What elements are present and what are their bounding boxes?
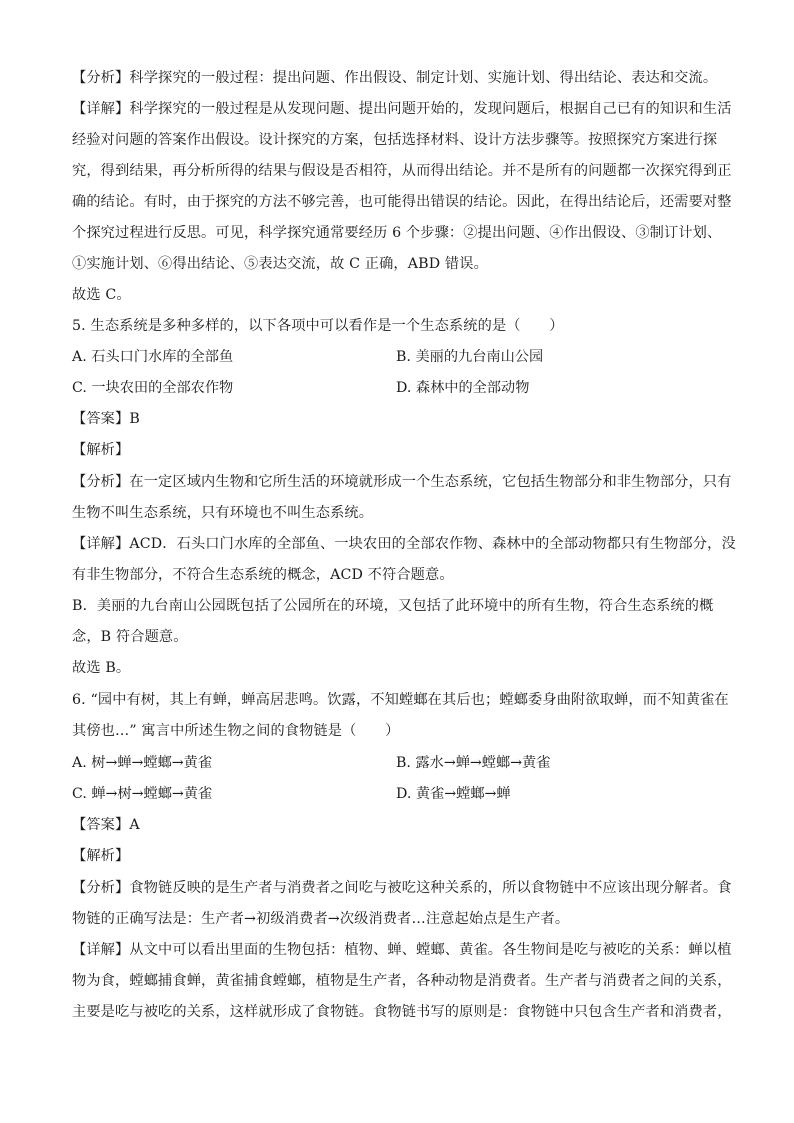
q4-detail-line: 【详解】科学探究的一般过程是从发现问题、提出问题开始的，发现问题后，根据自己已有的知识和生活 <box>72 101 732 117</box>
q5-detail-line: 有非生物部分，不符合生态系统的概念，ACD 不符合题意。 <box>72 567 454 583</box>
q6-option-d: D. 黄雀→螳螂→蝉 <box>396 786 511 802</box>
q6-detail-line: 【详解】从文中可以看出里面的生物包括：植物、蝉、螳螂、黄雀。各生物间是吃与被吃的关系：蝉以植 <box>72 942 732 958</box>
q4-detail-line: ①实施计划、⑥得出结论、⑤表达交流，故 C 正确，ABD 错误。 <box>72 256 488 272</box>
q5-answer: 【答案】B <box>72 411 140 427</box>
q5-detail-line: 【详解】ACD．石头口门水库的全部鱼、一块农田的全部农作物、森林中的全部动物都只有生物部分，没 <box>72 536 736 552</box>
q5-option-a: A. 石头口门水库的全部鱼 <box>72 349 234 365</box>
q4-detail-line: 个探究过程进行反思。可见，科学探究通常要经历 6 个步骤：②提出问题、④作出假设、③制订计划、 <box>72 225 722 241</box>
q6-detail-line: 物为食，螳螂捕食蝉，黄雀捕食螳螂，植物是生产者，各种动物是消费者。生产者与消费者之间的关系， <box>72 973 732 989</box>
q5-option-d: D. 森林中的全部动物 <box>396 380 530 396</box>
q6-option-a: A. 树→蝉→螳螂→黄雀 <box>72 755 213 771</box>
q6-analysis-line: 【分析】食物链反映的是生产者与消费者之间吃与被吃这种关系的，所以食物链中不应该出现分解者。食 <box>72 880 732 896</box>
q6-detail-line: 主要是吃与被吃的关系，这样就形成了食物链。食物链书写的原则是：食物链中只包含生产者和消费者， <box>72 1004 732 1020</box>
q5-analysis-line: 【分析】在一定区域内生物和它所生活的环境就形成一个生态系统，它包括生物部分和非生物部分，只有 <box>72 474 732 490</box>
q4-conclusion: 故选 C。 <box>72 287 131 303</box>
q5-option-b: B. 美丽的九台南山公园 <box>396 349 544 365</box>
q5-detail-line: B．美丽的九台南山公园既包括了公园所在的环境，又包括了此环境中的所有生物，符合生态系统的概 <box>72 598 714 614</box>
q4-detail-line: 经验对问题的答案作出假设。设计探究的方案，包括选择材料、设计方法步骤等。按照探究方案进行探 <box>72 132 718 148</box>
q6-answer: 【答案】A <box>72 817 140 833</box>
q4-detail-line: 究，得到结果，再分析所得的结果与假设是否相符，从而得出结论。并不是所有的问题都一次探究得到正 <box>72 163 732 179</box>
q5-conclusion: 故选 B。 <box>72 660 131 676</box>
q5-detail-line: 念，B 符合题意。 <box>72 629 188 645</box>
q5-jiexi-heading: 【解析】 <box>72 442 130 458</box>
q6-option-b: B. 露水→蝉→螳螂→黄雀 <box>396 755 551 771</box>
q6-stem-line: 其傍也…” 寓言中所述生物之间的食物链是（ ） <box>72 723 400 739</box>
q4-detail-line: 确的结论。有时，由于探究的方法不够完善，也可能得出错误的结论。因此，在得出结论后，还需要对整 <box>72 194 732 210</box>
q6-analysis-line: 物链的正确写法是：生产者→初级消费者→次级消费者…注意起始点是生产者。 <box>72 911 570 927</box>
q6-option-c: C. 蝉→树→螳螂→黄雀 <box>72 786 213 802</box>
q5-stem: 5. 生态系统是多种多样的，以下各项中可以看作是一个生态系统的是（ ） <box>72 318 564 334</box>
q6-stem-line: 6. “园中有树，其上有蝉，蝉高居悲鸣。饮露，不知螳螂在其后也；螳螂委身曲附欲取蝉，而不知黄雀在 <box>72 692 729 708</box>
q4-analysis: 【分析】科学探究的一般过程：提出问题、作出假设、制定计划、实施计划、得出结论、表达和交流。 <box>72 70 718 86</box>
q5-analysis-line: 生物不叫生态系统，只有环境也不叫生态系统。 <box>72 505 374 521</box>
q5-option-c: C. 一块农田的全部农作物 <box>72 380 234 396</box>
q6-jiexi-heading: 【解析】 <box>72 848 130 864</box>
